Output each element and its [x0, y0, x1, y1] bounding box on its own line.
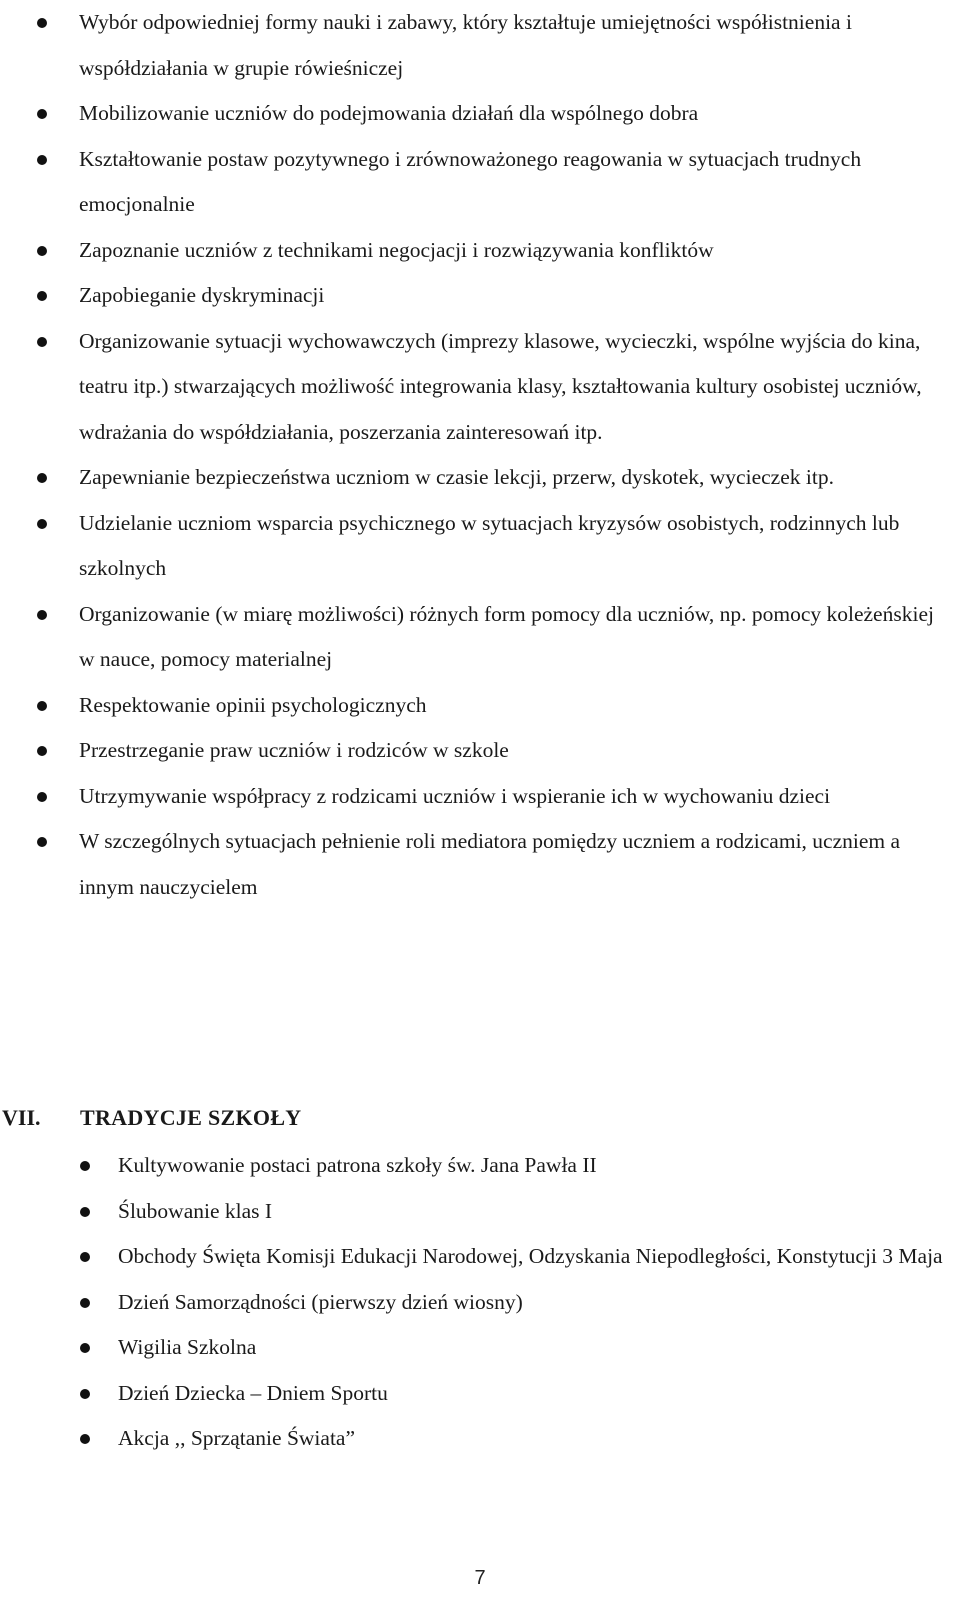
- list-item: [0, 91, 960, 137]
- list-item-text: Wybór odpowiedniej formy nauki i zabawy, który kształtuje umiejętności współistnienia i współdziałania w grupie rówieśniczej: [79, 10, 852, 80]
- bullet-icon: [37, 792, 47, 802]
- list-item: [0, 1189, 960, 1235]
- list-item: [0, 1280, 960, 1326]
- list-item-text: Ślubowanie klas I: [118, 1198, 273, 1223]
- section-title: TRADYCJE SZKOŁY: [80, 1105, 302, 1130]
- list-item: [0, 0, 960, 91]
- page-number: 7: [474, 1567, 486, 1589]
- list-item: [0, 1325, 960, 1371]
- list-item-text: W szczególnych sytuacjach pełnienie roli mediatora pomiędzy uczniem a rodzicami, uczniem a innym nauczycielem: [79, 829, 901, 899]
- bullet-icon: [37, 18, 47, 28]
- list-item-text: Utrzymywanie współpracy z rodzicami uczniów i wspieranie ich w wychowaniu dzieci: [79, 783, 831, 808]
- bullet-icon: [80, 1343, 90, 1353]
- bullet-icon: [80, 1207, 90, 1217]
- list-item-text: Respektowanie opinii psychologicznych: [79, 692, 427, 717]
- list-item: [0, 273, 960, 319]
- bullet-icon: [80, 1161, 90, 1171]
- bullet-icon: [37, 291, 47, 301]
- list-item: [0, 774, 960, 820]
- list-item: [0, 683, 960, 729]
- bullet-icon: [37, 473, 47, 483]
- list-item-text: Organizowanie (w miarę możliwości) różnych form pomocy dla uczniów, np. pomocy koleżeńskiej w nauce, pomocy materialnej: [79, 601, 934, 671]
- bullet-icon: [80, 1434, 90, 1444]
- bullet-icon: [37, 701, 47, 711]
- bullet-icon: [37, 246, 47, 256]
- bullet-icon: [37, 519, 47, 529]
- bullet-icon: [80, 1252, 90, 1262]
- list-item: [0, 501, 960, 592]
- bullet-icon: [37, 610, 47, 620]
- list-item: [0, 1234, 960, 1280]
- bullet-list-traditions: [0, 1143, 960, 1462]
- list-item-text: Obchody Święta Komisji Edukacji Narodowej, Odzyskania Niepodległości, Konstytucji 3 Maja: [118, 1244, 943, 1268]
- list-item: [0, 819, 960, 910]
- bullet-icon: [80, 1389, 90, 1399]
- list-item-text: Dzień Dziecka – Dniem Sportu: [118, 1380, 388, 1405]
- bullet-icon: [80, 1298, 90, 1308]
- list-item: [0, 1143, 960, 1189]
- list-item-text: Przestrzeganie praw uczniów i rodziców w szkole: [79, 738, 509, 762]
- list-item-text: Mobilizowanie uczniów do podejmowania działań dla wspólnego dobra: [79, 101, 699, 125]
- list-item: [0, 319, 960, 456]
- section-heading: [0, 1093, 960, 1143]
- list-item: [0, 1416, 960, 1462]
- list-item-text: Zapoznanie uczniów z technikami negocjacji i rozwiązywania konfliktów: [79, 237, 714, 262]
- list-item: [0, 592, 960, 683]
- bullet-icon: [37, 837, 47, 847]
- list-item-text: Akcja ,, Sprzątanie Świata”: [118, 1426, 356, 1450]
- list-item-text: Wigilia Szkolna: [118, 1335, 257, 1359]
- bullet-icon: [37, 337, 47, 347]
- list-item-text: Dzień Samorządności (pierwszy dzień wiosny): [118, 1289, 523, 1314]
- list-item-text: Organizowanie sytuacji wychowawczych (imprezy klasowe, wycieczki, wspólne wyjścia do kina, teatru itp.) stwarzających możliwość integrowania klasy, kształtowania kultury osobistej uczniów, wdrażania do współdziałania, poszerzania zainteresowań itp.: [79, 328, 922, 444]
- list-item-text: Kultywowanie postaci patrona szkoły św. Jana Pawła II: [118, 1153, 597, 1177]
- list-item-text: Zapobieganie dyskryminacji: [79, 283, 325, 307]
- list-item: [0, 455, 960, 501]
- bullet-icon: [37, 155, 47, 165]
- list-item-text: Udzielanie uczniom wsparcia psychicznego w sytuacjach kryzysów osobistych, rodzinnych lub szkolnych: [79, 510, 900, 580]
- list-item: [0, 1371, 960, 1417]
- section-number: VII.: [2, 1105, 41, 1130]
- list-item: [0, 137, 960, 228]
- list-item: [0, 728, 960, 774]
- list-item-text: Zapewnianie bezpieczeństwa uczniom w czasie lekcji, przerw, dyskotek, wycieczek itp.: [79, 465, 834, 489]
- bullet-icon: [37, 746, 47, 756]
- list-item-text: Kształtowanie postaw pozytywnego i zrównoważonego reagowania w sytuacjach trudnych emocjonalnie: [79, 146, 862, 216]
- list-item: [0, 228, 960, 274]
- bullet-icon: [37, 109, 47, 119]
